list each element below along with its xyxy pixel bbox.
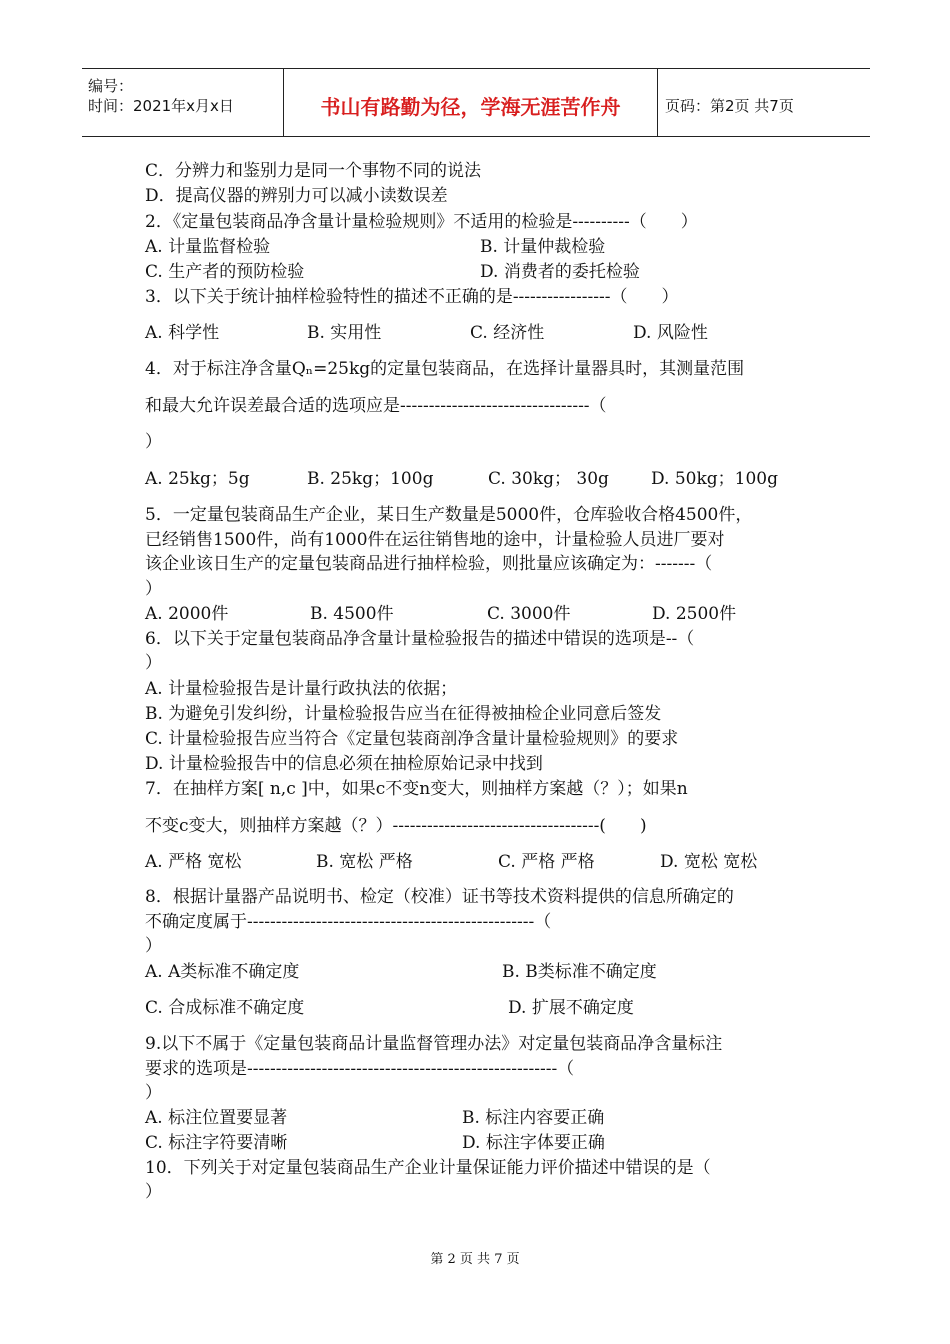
q5-option-d: D. 2500件	[652, 604, 737, 624]
q4-option-c: C. 30kg； 30g	[488, 469, 609, 489]
q5-option-b: B. 4500件	[310, 604, 394, 624]
question-3: 3．以下关于统计抽样检验特性的描述不正确的是-----------------（ ）	[145, 287, 679, 307]
page-header	[82, 68, 870, 137]
q6-option-b: B. 为避免引发纠纷，计量检验报告应当在征得被抽检企业同意后签发	[145, 704, 662, 724]
question-5-line-2: 已经销售1500件，尚有1000件在运往销售地的途中，计量检验人员进厂要对	[145, 530, 725, 550]
question-10-line-1: 10．下列关于对定量包装商品生产企业计量保证能力评价描述中错误的是（	[145, 1158, 711, 1178]
question-5-line-3: 该企业该日生产的定量包装商品进行抽样检验，则批量应该确定为：-------（	[145, 554, 713, 574]
q9-option-d: D. 标注字体要正确	[462, 1133, 605, 1153]
header-motto-cell	[284, 69, 658, 136]
question-9-line-1: 9.以下不属于《定量包装商品计量监督管理办法》对定量包装商品净含量标注	[145, 1034, 723, 1054]
question-7-line-2: 不变c变大，则抽样方案越（？）------------------------------------( )	[145, 816, 647, 836]
q9-option-a: A. 标注位置要显著	[145, 1108, 288, 1128]
q7-option-c: C. 严格 严格	[498, 852, 595, 872]
document-number-label: 编号：	[88, 77, 134, 95]
q8-option-c: C. 合成标准不确定度	[145, 998, 305, 1018]
header-left-cell	[82, 69, 284, 136]
question-4-line-1: 4．对于标注净含量Qₙ=25kg的定量包装商品，在选择计量器具时，其测量范围	[145, 359, 745, 379]
q2-option-d: D. 消费者的委托检验	[480, 262, 640, 282]
q5-option-a: A. 2000件	[145, 604, 229, 624]
question-6-line-2: ）	[145, 653, 162, 673]
question-2: 2．《定量包装商品净含量计量检验规则》不适用的检验是----------（ ）	[145, 212, 698, 232]
q9-option-b: B. 标注内容要正确	[462, 1108, 605, 1128]
question-4-line-3: ）	[145, 432, 162, 452]
page-footer: 第 2 页 共 7 页	[430, 1252, 520, 1267]
header-right-cell	[659, 69, 870, 136]
question-5-line-4: ）	[145, 579, 162, 599]
q4-option-a: A. 25kg；5g	[145, 469, 250, 489]
q1-option-d: D．提高仪器的辨别力可以减小读数误差	[145, 186, 448, 206]
q9-option-c: C. 标注字符要清晰	[145, 1133, 288, 1153]
q7-option-a: A. 严格 宽松	[145, 852, 242, 872]
question-7-line-1: 7．在抽样方案[ n,c ]中，如果c不变n变大，则抽样方案越（？）；如果n	[145, 779, 688, 799]
q2-option-a: A. 计量监督检验	[145, 237, 271, 257]
question-9-line-2: 要求的选项是------------------------------------------------------（	[145, 1059, 575, 1079]
q8-option-b: B. B类标准不确定度	[502, 962, 657, 982]
q5-option-c: C. 3000件	[487, 604, 571, 624]
q3-option-d: D. 风险性	[633, 323, 708, 343]
q3-option-b: B. 实用性	[307, 323, 382, 343]
question-8-line-3: ）	[145, 936, 162, 956]
q1-option-c: C．分辨力和鉴别力是同一个事物不同的说法	[145, 161, 482, 181]
q4-option-d: D. 50kg；100g	[651, 469, 778, 489]
q3-option-c: C. 经济性	[470, 323, 545, 343]
q8-option-d: D. 扩展不确定度	[508, 998, 634, 1018]
q6-option-c: C. 计量检验报告应当符合《定量包装商剖净含量计量检验规则》的要求	[145, 729, 679, 749]
question-6-line-1: 6．以下关于定量包装商品净含量计量检验报告的描述中错误的选项是--（	[145, 629, 695, 649]
q6-option-d: D. 计量检验报告中的信息必须在抽检原始记录中找到	[145, 754, 543, 774]
header-page-info: 页码：第2页 共7页	[665, 97, 794, 115]
q7-option-b: B. 宽松 严格	[316, 852, 413, 872]
question-8-line-1: 8．根据计量器产品说明书、检定（校准）证书等技术资料提供的信息所确定的	[145, 887, 734, 907]
q6-option-a: A. 计量检验报告是计量行政执法的依据；	[145, 679, 458, 699]
document-time-label: 时间：2021年x月x日	[88, 97, 234, 115]
question-8-line-2: 不确定度属于--------------------------------------------------（	[145, 912, 552, 932]
question-10-line-2: ）	[145, 1182, 162, 1202]
question-9-line-3: ）	[145, 1083, 162, 1103]
q3-option-a: A. 科学性	[145, 323, 220, 343]
header-motto: 书山有路勤为径，学海无涯苦作舟	[320, 95, 621, 119]
q4-option-b: B. 25kg；100g	[307, 469, 434, 489]
q7-option-d: D. 宽松 宽松	[660, 852, 758, 872]
q2-option-b: B. 计量仲裁检验	[480, 237, 606, 257]
q8-option-a: A. A类标准不确定度	[145, 962, 300, 982]
q2-option-c: C. 生产者的预防检验	[145, 262, 305, 282]
question-4-line-2: 和最大允许误差最合适的选项应是---------------------------------（	[145, 396, 607, 416]
question-5-line-1: 5．一定量包装商品生产企业，某日生产数量是5000件，仓库验收合格4500件，	[145, 505, 753, 525]
